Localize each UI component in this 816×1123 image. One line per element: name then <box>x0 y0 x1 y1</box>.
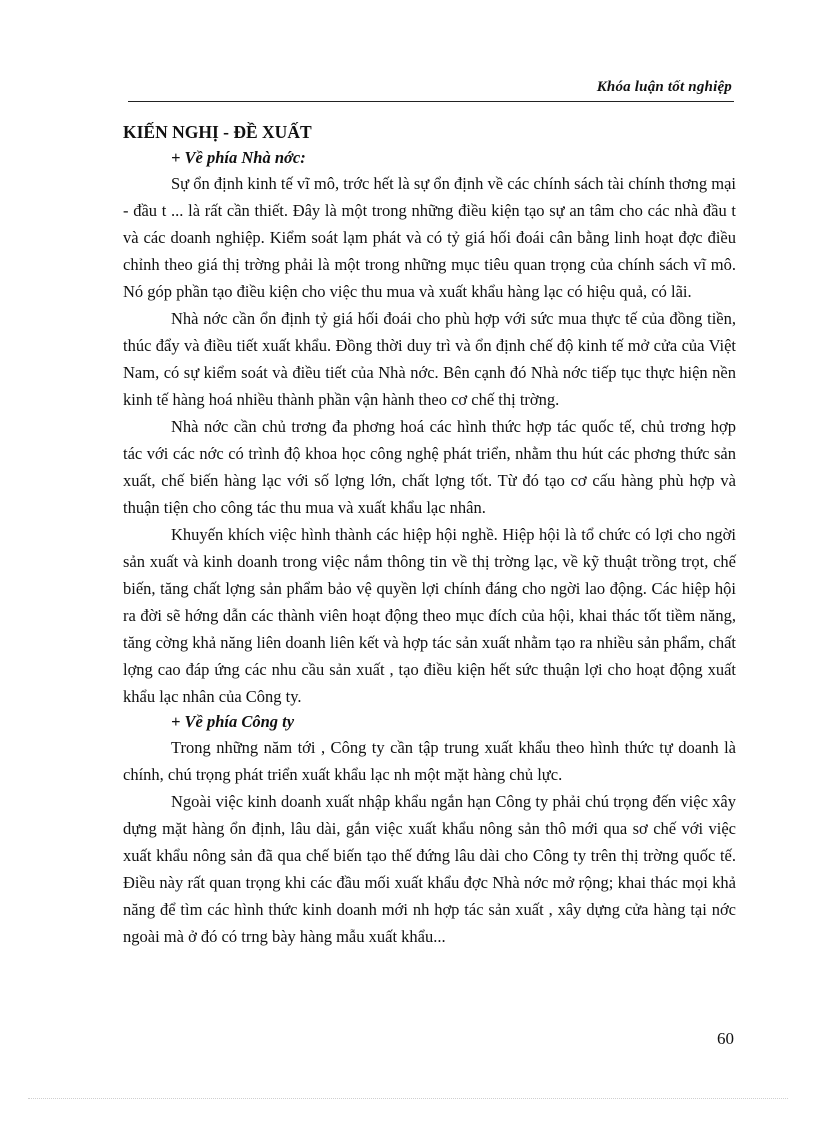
paragraph: Ngoài việc kinh doanh xuất nhập khẩu ngắn hạn Công ty phải chú trọng đến việc xây dựng mặt hàng ổn định, lâu dài, gắn việc xuất khẩu nông sản thô mới qua sơ chế với việc xuất khẩu nông sản đã qua chế biến tạo thế đứng lâu dài cho Công ty trên thị trờng quốc tế. Điều này rất quan trọng khi các đầu mối xuất khẩu đợc Nhà nớc mở rộng; khai thác mọi khả năng để tìm các hình thức kinh doanh mới nh hợp tác sản xuất , xây dựng cửa hàng tại nớc ngoài mà ở đó có trng bày hàng mẫu xuất khẩu... <box>123 792 736 946</box>
subheading-company: + Về phía Công ty <box>171 712 295 731</box>
section-title: KIẾN NGHỊ - ĐỀ XUẤT <box>123 122 312 142</box>
subheading-government: + Về phía Nhà nớc: <box>171 148 306 167</box>
paragraph: Nhà nớc cần ổn định tỷ giá hối đoái cho phù hợp với sức mua thực tế của đồng tiền, thúc đẩy và điều tiết xuất khẩu. Đồng thời duy trì và ổn định chế độ kinh tế mở cửa của Việt Nam, có sự kiểm soát và điều tiết của Nhà nớc. Bên cạnh đó Nhà nớc tiếp tục thực hiện nền kinh tế hàng hoá nhiều thành phần vận hành theo cơ chế thị trờng. <box>123 309 736 409</box>
paragraph: Khuyến khích việc hình thành các hiệp hội nghề. Hiệp hội là tổ chức có lợi cho ngời sản xuất và kinh doanh trong việc nắm thông tin về thị trờng lạc, về kỹ thuật trồng trọt, chế biến, tăng chất lợng sản phẩm bảo vệ quyền lợi chính đáng cho ngời lao động. Các hiệp hội ra đời sẽ hớng dẫn các thành viên hoạt động theo mục đích của hội, khai thác tốt tiềm năng, tăng cờng khả năng liên doanh liên kết và hợp tác sản xuất nhằm tạo ra nhiều sản phẩm, chất lợng cao đáp ứng các nhu cầu sản xuất , tạo điều kiện hết sức thuận lợi cho hoạt động xuất khẩu lạc nhân của Công ty. <box>123 525 736 706</box>
paragraph: Trong những năm tới , Công ty cần tập trung xuất khẩu theo hình thức tự doanh là chính, chú trọng phát triển xuất khẩu lạc nh một mặt hàng chủ lực. <box>123 738 736 784</box>
page-edge-divider <box>28 1098 788 1099</box>
paragraph: Nhà nớc cần chủ trơng đa phơng hoá các hình thức hợp tác quốc tế, chủ trơng hợp tác với các nớc có trình độ khoa học công nghệ phát triển, nhằm thu hút các phơng thức sản xuất, chế biến hàng lạc với số lợng lớn, chất lợng tốt. Từ đó tạo cơ cấu hàng phù hợp và thuận tiện cho công tác thu mua và xuất khẩu lạc nhân. <box>123 417 736 517</box>
document-body <box>123 118 736 950</box>
paragraph: Sự ổn định kinh tế vĩ mô, trớc hết là sự ổn định về các chính sách tài chính thơng mại - đầu t ... là rất cần thiết. Đây là một trong những điều kiện tạo sự an tâm cho các nhà đầu t và các doanh nghiệp. Kiểm soát lạm phát và có tỷ giá hối đoái cân bằng linh hoạt đợc điều chỉnh theo giá thị trờng phải là một trong những mục tiêu quan trọng của chính sách vĩ mô. Nó góp phần tạo điều kiện cho việc thu mua và xuất khẩu hàng lạc có hiệu quả, có lãi. <box>123 174 736 301</box>
page-number: 60 <box>717 1029 734 1048</box>
header-title: Khóa luận tốt nghiệp <box>596 79 732 95</box>
header-divider <box>128 101 734 102</box>
